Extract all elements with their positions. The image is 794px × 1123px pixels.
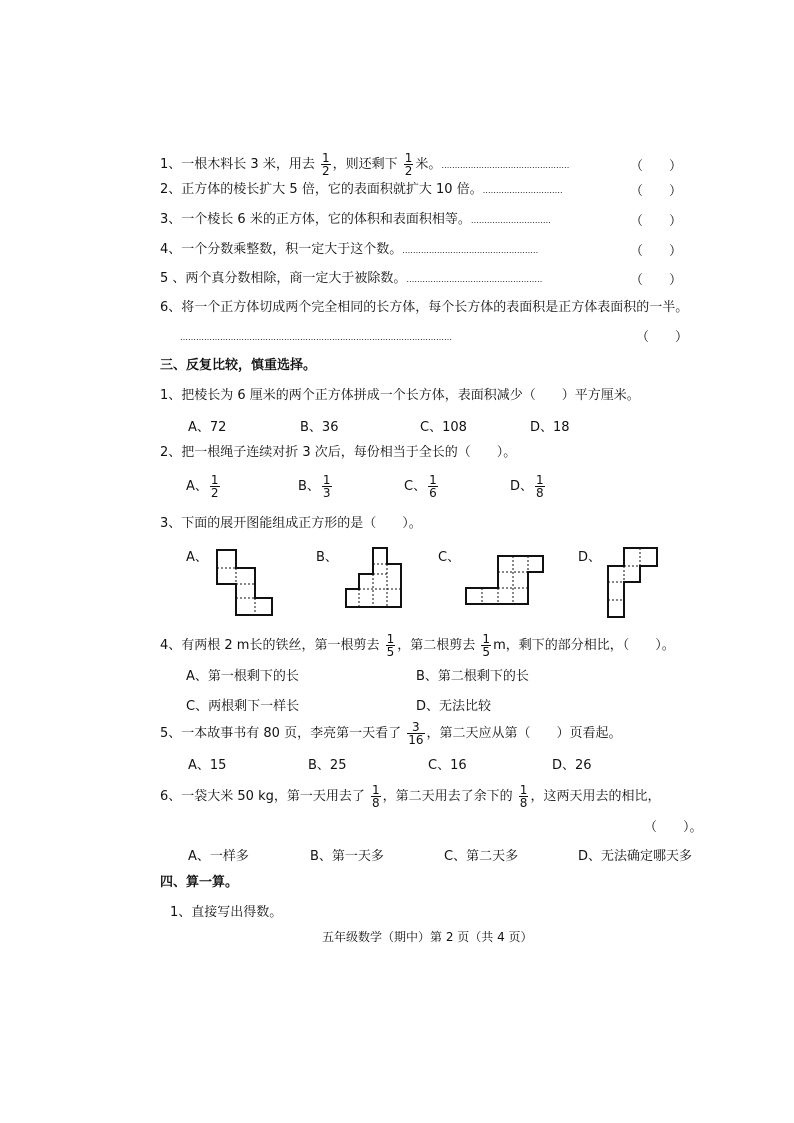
numerator: 1: [386, 632, 395, 646]
denominator: 5: [482, 645, 491, 659]
q5-text: [160, 721, 622, 746]
q6-option-b[interactable]: B、第一天多: [310, 849, 384, 864]
denominator: 2: [404, 164, 413, 178]
q2-option-b[interactable]: [298, 474, 334, 499]
numerator: 1: [210, 473, 219, 487]
fraction: [428, 474, 438, 499]
question-text: m，剩下的部分相比，（ ）。: [493, 638, 675, 653]
denominator: 8: [372, 796, 380, 810]
numerator: 1: [536, 473, 544, 487]
item-text: 将一个正方体切成两个完全相同的长方体，每个长方体的表面积是正方体表面积的一半。: [181, 300, 689, 315]
q1-option-c[interactable]: C、108: [420, 420, 467, 435]
item-number: 3、: [160, 212, 182, 227]
q6-text: [160, 784, 660, 809]
q1-option-a[interactable]: A、72: [188, 420, 227, 435]
q1-option-b[interactable]: B、36: [300, 420, 339, 435]
q5-option-a[interactable]: A、15: [188, 758, 227, 773]
leader-dots-6: …………………………………………………………………………………………: [180, 333, 452, 342]
fraction: [481, 633, 491, 658]
question-text: ，这两天用去的相比，: [530, 789, 661, 804]
fraction: [386, 633, 396, 658]
item-number: 2、: [160, 182, 182, 197]
item-text: ，则还剩下: [332, 157, 398, 172]
leader-dots: …………………………: [470, 216, 551, 225]
leader-dots: ……………………………………………: [406, 275, 543, 284]
q2-option-d[interactable]: [510, 474, 547, 499]
judge-item-3: [160, 210, 551, 231]
option-label: D、: [510, 479, 534, 494]
item-text: 一根木料长 3 米，用去: [181, 157, 315, 172]
q6-answer-paren[interactable]: （ ）。: [644, 820, 703, 835]
q3-text: 3、下面的展开图能组成正方形的是（ ）。: [160, 516, 422, 531]
numerator: 1: [404, 151, 413, 165]
denominator: 8: [536, 486, 544, 500]
question-text: 4、有两根 2 m长的铁丝，第一根剪去: [160, 638, 380, 653]
leader-dots: …………………………: [482, 186, 563, 195]
numerator: 1: [372, 783, 380, 797]
question-text: 6、一袋大米 50 kg，第一天用去了: [160, 789, 365, 804]
denominator: 16: [408, 733, 424, 747]
q3-label-b[interactable]: B、: [316, 550, 338, 565]
leader-dots: …………………………………………: [441, 161, 570, 170]
question-text: ，第二天应从第（ ）页看起。: [426, 726, 622, 741]
judge-item-1: [160, 152, 569, 177]
fraction: [371, 784, 381, 809]
question-text: ，第二天用去了余下的: [382, 789, 513, 804]
item-text: 正方体的棱长扩大 5 倍，它的表面积就扩大 10 倍。: [181, 182, 483, 197]
fraction: [210, 474, 220, 499]
judge-item-4: [160, 240, 538, 261]
item-text: 米。: [415, 157, 442, 172]
q1-option-d[interactable]: D、18: [530, 420, 570, 435]
option-label: C、: [404, 479, 427, 494]
answer-paren-1[interactable]: （ ）: [630, 159, 683, 174]
q4-option-d[interactable]: D、无法比较: [416, 699, 492, 714]
item-number: 5 、: [160, 271, 186, 286]
denominator: 5: [386, 645, 395, 659]
q4-text: [160, 633, 675, 658]
leader-dots: ……………………………………………: [402, 246, 539, 255]
judge-item-6: [160, 298, 688, 318]
q6-option-a[interactable]: A、一样多: [188, 849, 249, 864]
q5-option-d[interactable]: D、26: [552, 758, 592, 773]
q6-option-d[interactable]: D、无法确定哪天多: [578, 849, 693, 864]
item-number: 6、: [160, 300, 182, 315]
fraction: [322, 474, 332, 499]
q3-label-a[interactable]: A、: [186, 550, 208, 565]
numerator: 1: [429, 473, 437, 487]
judge-item-5: [160, 269, 542, 290]
question-text: 5、一本故事书有 80 页，李亮第一天看了: [160, 726, 402, 741]
section-3-title: 三、反复比较，慎重选择。: [160, 358, 317, 373]
cube-net-a[interactable]: [212, 548, 274, 618]
item-number: 4、: [160, 242, 182, 257]
answer-paren-3[interactable]: （ ）: [630, 214, 683, 229]
q4-option-a[interactable]: A、第一根剩下的长: [186, 669, 299, 684]
q1-text: 1、把棱长为 6 厘米的两个正方体拼成一个长方体，表面积减少（ ）平方厘米。: [160, 388, 640, 403]
numerator: 1: [321, 151, 330, 165]
denominator: 2: [321, 164, 330, 178]
q2-text: 2、把一根绳子连续对折 3 次后，每份相当于全长的（ ）。: [160, 445, 517, 460]
fraction: [321, 152, 331, 177]
q2-option-c[interactable]: [404, 474, 440, 499]
q6-option-c[interactable]: C、第二天多: [444, 849, 519, 864]
option-label: A、: [186, 479, 208, 494]
denominator: 8: [519, 796, 528, 810]
numerator: 1: [322, 473, 331, 487]
q5-option-b[interactable]: B、25: [308, 758, 347, 773]
q4-option-c[interactable]: C、两根剩下一样长: [186, 699, 300, 714]
q3-label-d[interactable]: D、: [578, 550, 602, 565]
denominator: 6: [429, 486, 437, 500]
answer-paren-6[interactable]: （ ）: [636, 330, 689, 345]
numerator: 1: [482, 632, 491, 646]
cube-net-d[interactable]: [604, 546, 660, 620]
fraction: [535, 474, 545, 499]
answer-paren-5[interactable]: （ ）: [630, 273, 683, 288]
question-text: ，第二根剪去: [397, 638, 476, 653]
numerator: 3: [407, 721, 424, 734]
answer-paren-4[interactable]: （ ）: [630, 244, 683, 259]
denominator: 2: [210, 486, 219, 500]
denominator: 3: [322, 486, 331, 500]
q2-option-a[interactable]: [186, 474, 222, 499]
numerator: 1: [519, 783, 528, 797]
item-text: 一个棱长 6 米的正方体，它的体积和表面积相等。: [181, 212, 471, 227]
section-4-q1: 1、直接写出得数。: [170, 905, 283, 920]
item-number: 1、: [160, 157, 182, 172]
item-text: 两个真分数相除，商一定大于被除数。: [185, 271, 407, 286]
fraction: [404, 152, 414, 177]
cube-net-c[interactable]: [464, 554, 546, 606]
section-4-title: 四、算一算。: [160, 875, 239, 890]
judge-item-2: [160, 180, 563, 201]
page-footer: 五年级数学（期中）第 2 页（共 4 页）: [322, 930, 533, 944]
answer-paren-2[interactable]: （ ）: [630, 184, 683, 199]
q4-option-b[interactable]: B、第二根剩下的长: [416, 669, 529, 684]
q5-option-c[interactable]: C、16: [428, 758, 467, 773]
fraction: [519, 784, 529, 809]
option-label: B、: [298, 479, 320, 494]
fraction: [407, 721, 424, 746]
cube-net-b[interactable]: [344, 546, 404, 610]
item-text: 一个分数乘整数，积一定大于这个数。: [181, 242, 403, 257]
q3-label-c[interactable]: C、: [438, 550, 461, 565]
